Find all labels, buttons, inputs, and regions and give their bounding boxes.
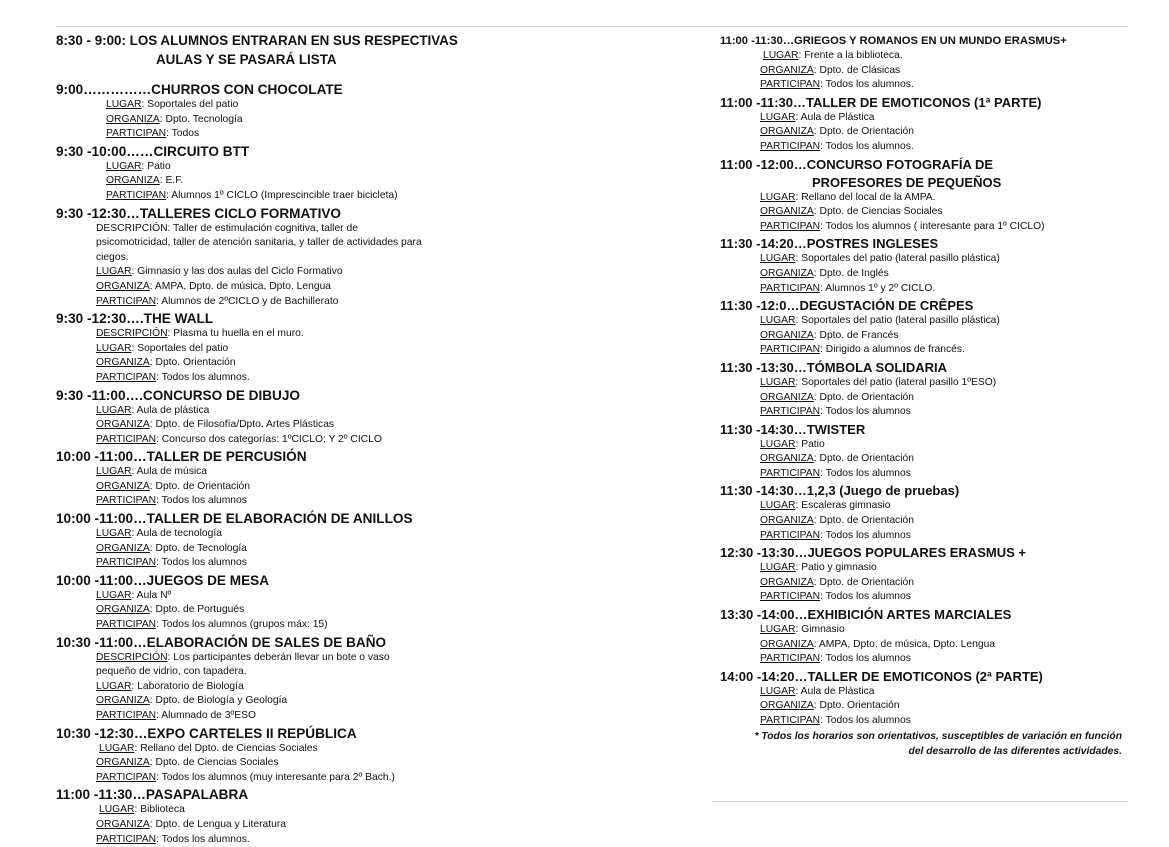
- intro-line-2: AULAS Y SE PASARÁ LISTA: [156, 52, 337, 67]
- field-label: PARTICIPAN: [96, 371, 157, 383]
- event-title: 10:00 -11:00…TALLER DE ELABORACIÓN DE ANILLOS: [56, 511, 413, 527]
- event-participan-line: [56, 556, 656, 571]
- field-label: LUGAR: [106, 99, 142, 110]
- event-participan-line: [720, 405, 1130, 420]
- field-label: LUGAR: [760, 191, 796, 203]
- event-lugar-line: [720, 438, 1130, 453]
- field-label: PARTICIPAN: [760, 79, 821, 91]
- field-value: : Dpto. de Biología y Geología: [149, 695, 288, 707]
- field-value: : Los participantes deberán llevar un bote o vaso pequeño de vidrio, con tapadera.: [96, 651, 390, 678]
- field-value: : Alumnado de 3ºESO: [156, 710, 257, 721]
- field-label: PARTICIPAN: [760, 406, 821, 418]
- field-value: : Dpto. de Inglés: [813, 267, 889, 279]
- left-event-list: [56, 82, 656, 847]
- event-title: 14:00 -14:20…TALLER DE EMOTICONOS (2ª PARTE): [720, 668, 1043, 684]
- event-title: 9:30 -12:30….THE WALL: [56, 311, 214, 327]
- event-organiza-line: [56, 818, 656, 833]
- event-lugar-line: [56, 527, 656, 542]
- field-value: : Todos los alumnos (grupos máx: 15): [156, 619, 328, 631]
- event-participan-line: [720, 529, 1130, 544]
- field-value: : Todos los alumnos: [820, 715, 911, 726]
- event-lugar-line: [56, 803, 656, 818]
- event-organiza-line: [720, 125, 1130, 140]
- field-value: : Soportales del patio (lateral pasillo plástica): [795, 315, 1000, 327]
- field-label: PARTICIPAN: [760, 140, 821, 152]
- field-value: : Todos: [166, 128, 200, 140]
- event-block: [720, 157, 1130, 235]
- field-label: PARTICIPAN: [96, 433, 157, 445]
- field-label: ORGANIZA: [96, 818, 150, 830]
- event-block: [720, 236, 1130, 296]
- top-rule: [56, 26, 1128, 27]
- event-descripcin-line: [56, 651, 426, 680]
- field-value: : Aula de plástica: [131, 404, 210, 416]
- field-value: : Biblioteca: [134, 804, 185, 816]
- field-label: ORGANIZA: [96, 695, 150, 707]
- event-lugar-line: [56, 98, 656, 113]
- event-participan-line: [56, 295, 656, 310]
- field-value: : Aula de música: [131, 466, 208, 478]
- field-value: : Todos los alumnos: [820, 591, 911, 603]
- field-value: : Dpto. de Clásicas: [813, 64, 901, 76]
- field-value: : Alumnos 1º CICLO (Imprescincible traer bicicleta): [166, 189, 398, 201]
- field-label: LUGAR: [760, 438, 796, 450]
- intro-line-1: 8:30 - 9:00: LOS ALUMNOS ENTRARAN EN SUS RESPECTIVAS: [56, 33, 458, 48]
- event-title: 11:30 -13:30…TÓMBOLA SOLIDARIA: [720, 359, 948, 375]
- event-title: 9:30 -12:30…TALLERES CICLO FORMATIVO: [56, 205, 341, 221]
- event-title: 11:00 -11:30…PASAPALABRA: [56, 787, 249, 803]
- event-descripcin-line: [56, 327, 656, 342]
- event-organiza-line: [56, 174, 656, 189]
- event-organiza-line: [56, 418, 656, 433]
- field-value: : E.F.: [159, 175, 184, 187]
- field-label: ORGANIZA: [760, 638, 814, 650]
- field-label: ORGANIZA: [760, 576, 814, 588]
- bottom-rule: [712, 801, 1128, 802]
- field-value: : Todos los alumnos.: [820, 79, 914, 91]
- field-label: ORGANIZA: [760, 453, 814, 465]
- field-value: : Dpto. de Orientación: [813, 515, 914, 527]
- event-lugar-line: [720, 252, 1130, 267]
- event-title-continued: PROFESORES DE PEQUEÑOS: [812, 174, 1002, 190]
- field-value: : AMPA, Dpto. de música, Dpto. Lengua: [813, 638, 996, 650]
- field-value: : Gimnasio y las dos aulas del Ciclo Formativo: [131, 266, 343, 278]
- event-title: 11:00 -12:00…CONCURSO FOTOGRAFÍA DE: [720, 156, 994, 172]
- field-value: : Patio y gimnasio: [795, 562, 877, 574]
- event-title: 13:30 -14:00…EXHIBICIÓN ARTES MARCIALES: [720, 607, 1012, 623]
- field-value: : Todos los alumnos ( interesante para 1º CICLO): [820, 220, 1045, 232]
- event-participan-line: [56, 833, 656, 847]
- event-title: 9:00……………CHURROS CON CHOCOLATE: [56, 82, 343, 97]
- field-label: PARTICIPAN: [760, 220, 821, 232]
- field-value: : Frente a la biblioteca.: [798, 50, 903, 61]
- field-label: PARTICIPAN: [96, 771, 157, 783]
- event-block: [720, 545, 1130, 605]
- event-participan-line: [56, 494, 656, 509]
- field-value: : Todos los alumnos: [156, 557, 247, 569]
- field-value: : Soportales del patio: [141, 99, 239, 110]
- field-value: : Todos los alumnos.: [156, 833, 250, 845]
- field-value: : Todos los alumnos: [820, 653, 911, 665]
- event-participan-line: [720, 140, 1130, 155]
- field-value: : Aula de tecnología: [131, 528, 222, 540]
- event-lugar-line: [720, 499, 1130, 514]
- footnote-line-2: del desarrollo de las diferentes actividades.: [908, 745, 1122, 757]
- field-value: : Laboratorio de Biología: [131, 680, 244, 692]
- event-block: [720, 95, 1130, 155]
- event-organiza-line: [56, 603, 656, 618]
- right-column: [720, 31, 1130, 729]
- field-label: LUGAR: [760, 685, 796, 697]
- field-value: : Rellano del local de la AMPA.: [795, 191, 936, 203]
- event-block: [56, 388, 656, 448]
- field-label: ORGANIZA: [760, 267, 814, 279]
- event-participan-line: [720, 714, 1130, 729]
- field-label: LUGAR: [760, 315, 796, 327]
- event-participan-line: [720, 343, 1130, 358]
- field-label: ORGANIZA: [760, 391, 814, 403]
- field-value: DESCRIPCIÓN: Taller de estimulación cognitiva, taller de psicomotricidad, taller de atención sanitaria, y taller de actividades para ciegos.: [96, 222, 422, 263]
- footnote: [720, 730, 1122, 759]
- event-lugar-line: [720, 191, 1130, 206]
- field-label: PARTICIPAN: [760, 467, 821, 479]
- event-title: 11:30 -14:30…1,2,3 (Juego de pruebas): [720, 483, 960, 499]
- field-value: : Dpto. de Orientación: [813, 453, 914, 465]
- event-organiza-line: [720, 452, 1130, 467]
- event-title: 11:30 -14:20…POSTRES INGLESES: [720, 236, 939, 252]
- field-label: ORGANIZA: [96, 604, 150, 616]
- field-label: ORGANIZA: [106, 113, 160, 125]
- event-participan-line: [56, 771, 656, 786]
- field-value: : Todos los alumnos: [820, 406, 911, 418]
- event-lugar-line: [720, 561, 1130, 576]
- field-value: : Todos los alumnos: [820, 529, 911, 541]
- field-value: : Dpto. de Portugués: [149, 604, 245, 616]
- field-value: : AMPA, Dpto. de música, Dpto. Lengua: [149, 280, 332, 292]
- field-value: : Escaleras gimnasio: [795, 500, 891, 512]
- field-value: : Dpto. Tecnología: [159, 113, 243, 125]
- event-block: [56, 787, 656, 847]
- footnote-line-1: * Todos los horarios son orientativos, susceptibles de variación en función: [754, 731, 1122, 742]
- event-organiza-line: [56, 356, 656, 371]
- field-label: ORGANIZA: [760, 206, 814, 218]
- field-value: : Dpto. de Orientación: [813, 391, 914, 403]
- field-value: : Soportales del patio: [131, 342, 229, 354]
- event-block: [56, 635, 656, 724]
- intro-gap: [56, 68, 656, 80]
- event-lugar-line: [720, 314, 1130, 329]
- event-block: [56, 82, 656, 142]
- event-block: [720, 607, 1130, 667]
- field-value: : Alumnos 1º y 2º CICLO.: [820, 282, 936, 294]
- field-value: : Dpto. de Orientación: [813, 126, 914, 138]
- event-title: 9:30 -11:00….CONCURSO DE DIBUJO: [56, 387, 300, 403]
- event-title: 9:30 -10:00……CIRCUITO BTT: [56, 143, 250, 159]
- field-label: LUGAR: [760, 111, 796, 123]
- event-block: [56, 449, 656, 509]
- field-label: PARTICIPAN: [760, 282, 821, 294]
- field-value: : Alumnos de 2ºCICLO y de Bachillerato: [156, 295, 339, 307]
- event-organiza-line: [720, 576, 1130, 591]
- event-organiza-line: [720, 514, 1130, 529]
- field-label: LUGAR: [96, 404, 132, 416]
- event-organiza-line: [720, 699, 1130, 714]
- event-block: [720, 33, 1130, 93]
- field-label: LUGAR: [760, 253, 796, 265]
- event-participan-line: [56, 618, 656, 633]
- event-lugar-line: [56, 404, 656, 419]
- field-label: LUGAR: [96, 466, 132, 478]
- field-label: ORGANIZA: [96, 480, 150, 492]
- field-label: PARTICIPAN: [96, 495, 157, 507]
- event-organiza-line: [56, 542, 656, 557]
- event-organiza-line: [720, 267, 1130, 282]
- event-lugar-line: [56, 342, 656, 357]
- event-block: [56, 206, 656, 310]
- field-label: PARTICIPAN: [96, 295, 157, 307]
- field-label: LUGAR: [760, 376, 796, 388]
- event-block: [56, 311, 656, 385]
- event-title: 10:00 -11:00…JUEGOS DE MESA: [56, 572, 270, 588]
- field-label: ORGANIZA: [96, 280, 150, 292]
- event-participan-line: [720, 652, 1130, 667]
- field-value: : Aula Nº: [131, 589, 172, 601]
- field-value: : Concurso dos categorías: 1ºCICLO; Y 2º CICLO: [156, 433, 382, 445]
- event-block: [56, 144, 656, 204]
- field-value: : Rellano del Dpto. de Ciencias Sociales: [134, 742, 318, 754]
- event-participan-line: [56, 371, 656, 386]
- field-label: PARTICIPAN: [96, 710, 157, 721]
- field-value: : Todos los alumnos: [820, 467, 911, 479]
- field-label: PARTICIPAN: [96, 619, 157, 631]
- event-organiza-line: [720, 205, 1130, 220]
- event-organiza-line: [720, 64, 1130, 79]
- event-title: 11:00 -11:30…TALLER DE EMOTICONOS (1ª PARTE): [720, 94, 1042, 110]
- event-block: [720, 360, 1130, 420]
- field-label: ORGANIZA: [96, 757, 150, 769]
- event-participan-line: [720, 78, 1130, 93]
- field-label: PARTICIPAN: [106, 189, 167, 201]
- field-label: PARTICIPAN: [760, 344, 821, 356]
- field-value: : Dpto. de Ciencias Sociales: [149, 757, 279, 769]
- event-description-line: [56, 222, 426, 266]
- event-organiza-line: [56, 280, 656, 295]
- field-label: PARTICIPAN: [760, 715, 821, 726]
- field-value: : Todos los alumnos (muy interesante para 2º Bach.): [156, 771, 395, 783]
- event-lugar-line: [720, 49, 1130, 64]
- field-value: : Soportales del patio (lateral pasillo plástica): [795, 253, 1000, 265]
- field-value: : Dpto. Orientación: [149, 357, 236, 369]
- field-value: : Dpto. de Filosofía/Dpto. Artes Plásticas: [149, 419, 335, 431]
- field-label: DESCRIPCIÓN: [96, 328, 168, 340]
- field-label: LUGAR: [760, 500, 796, 512]
- event-lugar-line: [56, 680, 656, 695]
- event-lugar-line: [56, 465, 656, 480]
- field-label: LUGAR: [99, 804, 135, 816]
- field-label: ORGANIZA: [96, 419, 150, 431]
- field-value: : Aula de Plástica: [795, 685, 875, 697]
- event-participan-line: [56, 433, 656, 448]
- field-label: ORGANIZA: [760, 515, 814, 527]
- event-block: [56, 511, 656, 571]
- field-label: LUGAR: [763, 50, 799, 61]
- field-label: LUGAR: [106, 160, 142, 172]
- event-organiza-line: [56, 480, 656, 495]
- field-label: PARTICIPAN: [760, 591, 821, 603]
- field-value: : Todos los alumnos.: [156, 371, 250, 383]
- event-block: [56, 726, 656, 786]
- event-lugar-line: [720, 111, 1130, 126]
- field-label: LUGAR: [760, 562, 796, 574]
- field-value: : Dpto. de Orientación: [149, 480, 250, 492]
- field-label: DESCRIPCIÓN: [96, 651, 168, 663]
- event-organiza-line: [720, 391, 1130, 406]
- field-label: PARTICIPAN: [760, 529, 821, 541]
- field-value: : Dpto. Orientación: [813, 700, 900, 712]
- event-organiza-line: [720, 329, 1130, 344]
- field-value: : Gimnasio: [795, 624, 845, 636]
- event-participan-line: [720, 467, 1130, 482]
- event-lugar-line: [56, 265, 656, 280]
- field-value: : Todos los alumnos.: [820, 140, 914, 152]
- field-value: : Dpto. de Francés: [813, 329, 899, 341]
- event-block: [56, 573, 656, 633]
- field-value: : Dirigido a alumnos de francés.: [820, 344, 965, 356]
- field-label: LUGAR: [96, 528, 132, 540]
- event-participan-line: [56, 709, 656, 724]
- field-label: LUGAR: [760, 624, 796, 636]
- event-title: 10:30 -11:00…ELABORACIÓN DE SALES DE BAÑO: [56, 634, 387, 650]
- event-lugar-line: [56, 742, 656, 757]
- field-value: : Aula de Plástica: [795, 111, 875, 123]
- field-label: ORGANIZA: [760, 700, 814, 712]
- event-title: 10:00 -11:00…TALLER DE PERCUSIÓN: [56, 449, 307, 465]
- field-label: ORGANIZA: [106, 175, 160, 187]
- event-organiza-line: [56, 756, 656, 771]
- event-organiza-line: [56, 113, 656, 128]
- field-label: ORGANIZA: [96, 542, 150, 554]
- field-label: ORGANIZA: [760, 329, 814, 341]
- event-participan-line: [720, 282, 1130, 297]
- event-organiza-line: [56, 694, 656, 709]
- field-label: LUGAR: [96, 680, 132, 692]
- event-participan-line: [720, 220, 1130, 235]
- field-value: : Patio: [795, 438, 825, 450]
- field-value: : Dpto. de Lengua y Literatura: [149, 818, 287, 830]
- field-value: : Soportales del patio (lateral pasillo 1ºESO): [795, 376, 997, 388]
- field-value: : Dpto. de Orientación: [813, 576, 914, 588]
- event-block: [720, 669, 1130, 729]
- event-title: 10:30 -12:30…EXPO CARTELES II REPÚBLICA: [56, 725, 357, 741]
- event-block: [720, 422, 1130, 482]
- field-label: LUGAR: [96, 589, 132, 601]
- event-block: [720, 483, 1130, 543]
- event-participan-line: [56, 127, 656, 142]
- event-block: [720, 298, 1130, 358]
- event-lugar-line: [720, 623, 1130, 638]
- field-label: LUGAR: [99, 742, 135, 754]
- field-label: PARTICIPAN: [96, 833, 157, 845]
- field-label: LUGAR: [96, 342, 132, 354]
- event-lugar-line: [720, 685, 1130, 700]
- right-event-list: [720, 33, 1130, 729]
- field-label: ORGANIZA: [96, 357, 150, 369]
- field-value: : Todos los alumnos: [156, 495, 247, 507]
- left-column: [56, 30, 656, 847]
- event-title: 11:00 -11:30…GRIEGOS Y ROMANOS EN UN MUNDO ERASMUS+: [720, 35, 1067, 47]
- event-lugar-line: [56, 589, 656, 604]
- event-organiza-line: [720, 638, 1130, 653]
- field-label: LUGAR: [96, 266, 132, 278]
- event-participan-line: [56, 189, 656, 204]
- field-value: : Plasma tu huella en el muro.: [167, 328, 304, 340]
- event-lugar-line: [720, 376, 1130, 391]
- field-value: : Dpto. de Ciencias Sociales: [813, 206, 943, 218]
- field-label: PARTICIPAN: [106, 128, 167, 140]
- event-title: 11:30 -12:0…DEGUSTACIÓN DE CRÊPES: [720, 298, 974, 314]
- event-participan-line: [720, 590, 1130, 605]
- field-value: : Patio: [141, 160, 171, 172]
- field-label: PARTICIPAN: [760, 653, 821, 665]
- field-label: ORGANIZA: [760, 64, 814, 76]
- field-value: : Dpto. de Tecnología: [149, 542, 247, 554]
- event-title: 11:30 -14:30…TWISTER: [720, 421, 866, 437]
- field-label: PARTICIPAN: [96, 557, 157, 569]
- event-lugar-line: [56, 160, 656, 175]
- field-label: ORGANIZA: [760, 126, 814, 138]
- event-title: 12:30 -13:30…JUEGOS POPULARES ERASMUS +: [720, 545, 1026, 561]
